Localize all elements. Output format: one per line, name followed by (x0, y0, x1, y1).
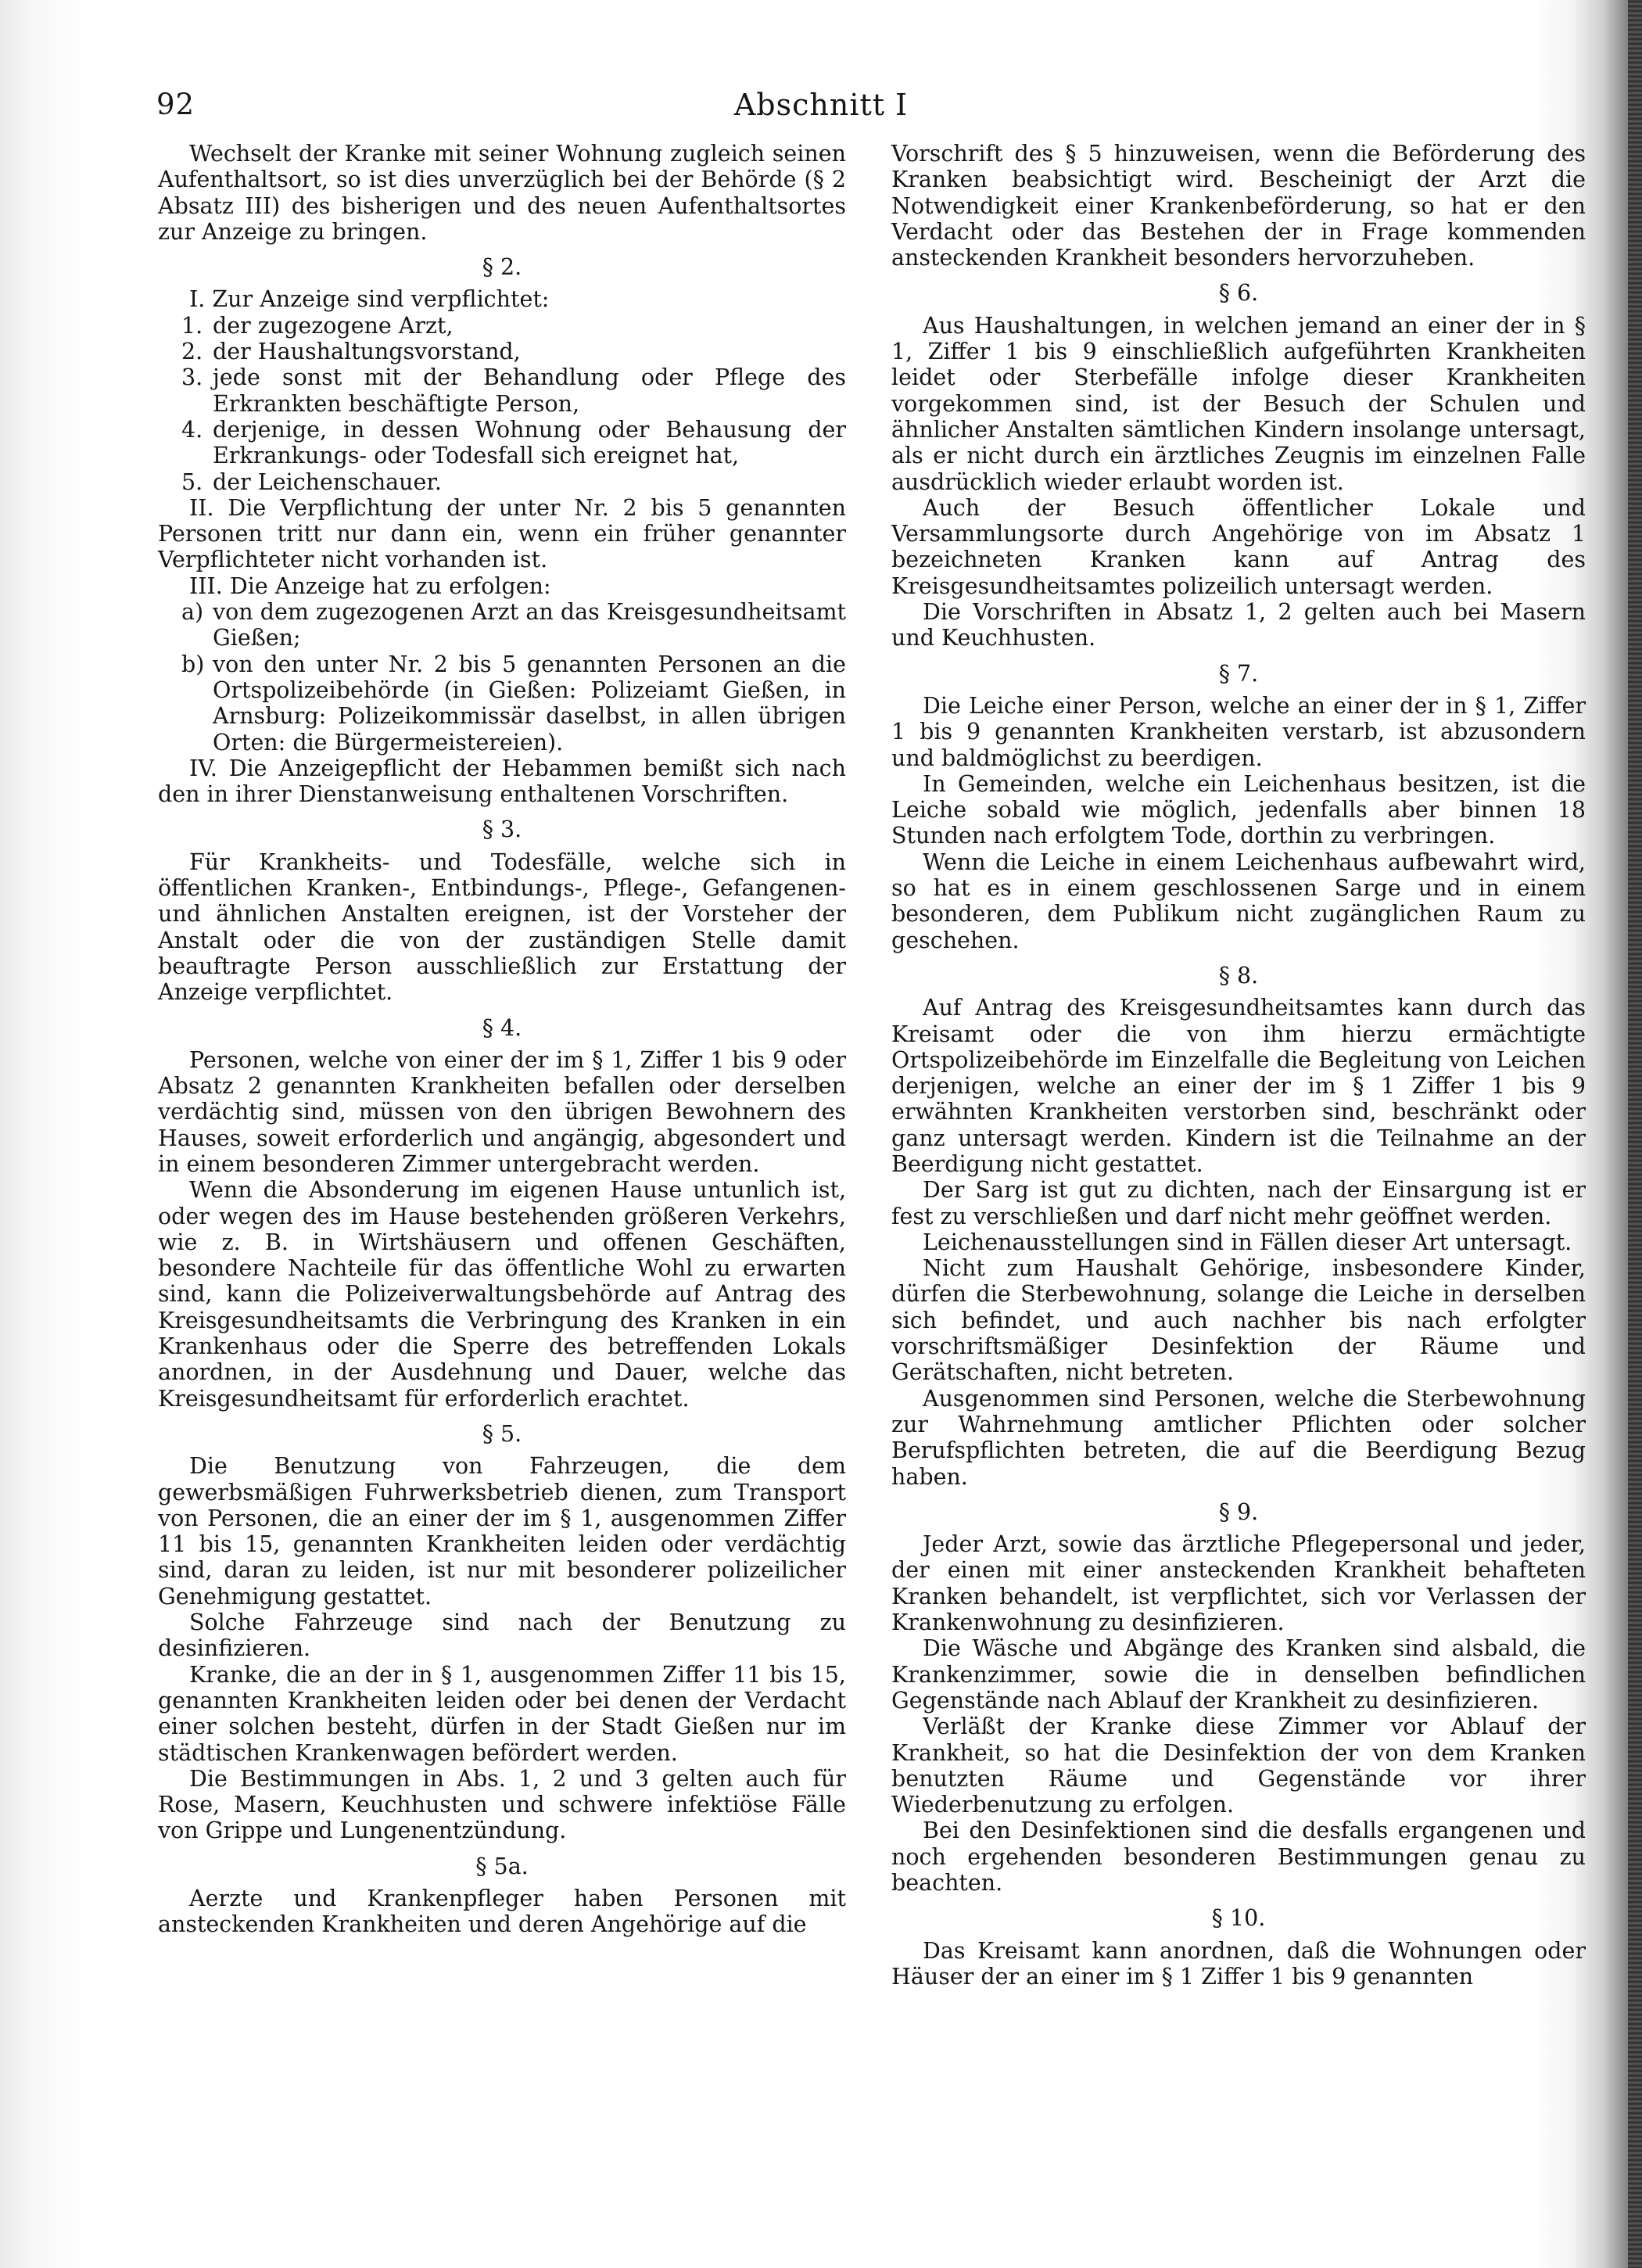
paragraph: Aus Haushaltungen, in welchen jemand an einer der in § 1, Ziffer 1 bis 9 einschließlich aufgeführten Krankheiten leidet oder Sterbefälle infolge dieser Krankheiten vorgekommen sind, ist der Besuch der Schulen und ähnlicher Anstalten sämtlichen Kindern insolange untersagt, als er nicht durch ein ärztliches Zeugnis im einzelnen Falle ausdrücklich wieder erlaubt worden ist. (891, 312, 1586, 495)
book-edge (1628, 0, 1642, 2268)
paragraph: Nicht zum Haushalt Gehörige, insbesondere Kinder, dürfen die Sterbewohnung, solange die Leiche in derselben sich befindet, und auch nachher bis nach erfolgter vorschriftsmäßiger Desinfektion der Räume und Gerätschaften, nicht betreten. (891, 1255, 1586, 1386)
section-heading: § 9. (1218, 1498, 1259, 1525)
list-item-number: 3. (181, 364, 203, 391)
paragraph: Aerzte und Krankenpfleger haben Personen mit ansteckenden Krankheiten und deren Angehörige auf die (158, 1886, 846, 1938)
right-column (891, 141, 1586, 1990)
section-heading: § 3. (482, 816, 522, 843)
paragraph: Vorschrift des § 5 hinzuweisen, wenn die Beförderung des Kranken beabsichtigt wird. Bescheinigt der Arzt die Notwendigkeit einer Krankenbeförderung, so hat er den Verdacht oder das Bestehen der in Frage kommenden ansteckenden Krankheit besonders hervorzuheben. (891, 141, 1586, 271)
paragraph: Auf Antrag des Kreisgesundheitsamtes kann durch das Kreisamt oder die von ihm hierzu ermächtigte Ortspolizeibehörde im Einzelfalle die Begleitung von Leichen derjenigen, welche an einer der im § 1 Ziffer 1 bis 9 erwähnten Krankheiten verstorben sind, beschränkt oder ganz untersagt werden. Kindern ist die Teilnahme an der Beerdigung nicht gestattet. (891, 995, 1586, 1177)
list-item (158, 417, 846, 469)
section-heading: § 5. (482, 1420, 522, 1447)
numbered-clause: II. Die Verpflichtung der unter Nr. 2 bis 5 genannten Personen tritt nur dann ein, wenn ein früher genannter Verpflichteter nicht vorhanden ist. (158, 494, 846, 573)
section-heading: § 6. (1218, 280, 1259, 307)
paragraph: Wenn die Leiche in einem Leichenhaus aufbewahrt wird, so hat es in einem geschlossenen Sarge und in einem besonderen, dem Publikum nicht zugänglichen Raum zu geschehen. (891, 849, 1586, 953)
paragraph: Die Leiche einer Person, welche an einer der in § 1, Ziffer 1 bis 9 genannten Krankheiten verstarb, ist abzusondern und baldmöglichst zu beerdigen. (891, 692, 1586, 771)
list-item-text: derjenige, in dessen Wohnung oder Behausung der Erkrankungs- oder Todesfall sich ereignet hat, (213, 416, 846, 469)
left-column (158, 141, 846, 1938)
list-item-text: von den unter Nr. 2 bis 5 genannten Personen an die Ortspolizeibehörde (in Gießen: Polizeiamt Gießen, in Arnsburg: Polizeikommissär daselbst, in allen übrigen Orten: die Bürgermeistereien). (213, 651, 846, 755)
list-item-text: von dem zugezogenen Arzt an das Kreisgesundheitsamt Gießen; (213, 599, 846, 651)
paragraph: Wenn die Absonderung im eigenen Hause untunlich ist, oder wegen des im Hause bestehenden größeren Verkehrs, wie z. B. in Wirtshäusern und offenen Geschäften, besondere Nachteile für das öffentliche Wohl zu erwarten sind, kann die Polizeiverwaltungsbehörde auf Antrag des Kreisgesundheitsamts die Verbringung des Kranken in ein Krankenhaus oder die Sperre des betreffenden Lokals anordnen, in der Ausdehnung und Dauer, welche das Kreisgesundheitsamt für erforderlich erachtet. (158, 1177, 846, 1412)
paragraph: In Gemeinden, welche ein Leichenhaus besitzen, ist die Leiche sobald wie möglich, jedenfalls aber binnen 18 Stunden nach erfolgtem Tode, dorthin zu verbringen. (891, 770, 1586, 849)
paragraph: Die Vorschriften in Absatz 1, 2 gelten auch bei Masern und Keuchhusten. (891, 599, 1586, 651)
list-item-text: jede sonst mit der Behandlung oder Pflege des Erkrankten beschäftigte Person, (213, 364, 846, 417)
paragraph: Jeder Arzt, sowie das ärztliche Pflegepersonal und jeder, der einen mit einer ansteckenden Krankheit behafteten Kranken behandelt, ist verpflichtet, sich vor Verlassen der Krankenwohnung zu desinfizieren. (891, 1531, 1586, 1636)
section-heading: § 4. (482, 1014, 522, 1041)
paragraph: Auch der Besuch öffentlicher Lokale und Versammlungsorte durch Angehörige von im Absatz 1 bezeichneten Kranken kann auf Antrag des Kreisgesundheitsamtes polizeilich untersagt werden. (891, 494, 1586, 599)
paragraph: Wechselt der Kranke mit seiner Wohnung zugleich seinen Aufenthaltsort, so ist dies unverzüglich bei der Behörde (§ 2 Absatz III) des bisherigen und des neuen Aufenthaltsortes zur Anzeige zu bringen. (158, 141, 846, 245)
section-heading: § 10. (1211, 1905, 1266, 1932)
paragraph: Das Kreisamt kann anordnen, daß die Wohnungen oder Häuser der an einer im § 1 Ziffer 1 bis 9 genannten (891, 1937, 1586, 1990)
list-item-number: a) (181, 599, 204, 626)
paragraph: Leichenausstellungen sind in Fällen dieser Art untersagt. (923, 1229, 1572, 1255)
paragraph: Die Bestimmungen in Abs. 1, 2 und 3 gelten auch für Rose, Masern, Keuchhusten und schwere infektiöse Fälle von Grippe und Lungenentzündung. (158, 1765, 846, 1844)
list-item-number: b) (181, 651, 205, 677)
list-item-text: der zugezogene Arzt, (213, 312, 454, 339)
list-item (158, 599, 846, 651)
list-item-text: der Leichenschauer. (213, 468, 442, 495)
numbered-clause: IV. Die Anzeigepflicht der Hebammen bemißt sich nach den in ihrer Dienstanweisung enthaltenen Vorschriften. (158, 755, 846, 808)
paragraph: Ausgenommen sind Personen, welche die Sterbewohnung zur Wahrnehmung amtlicher Pflichten oder solcher Berufspflichten betreten, die auf die Beerdigung Bezug haben. (891, 1385, 1586, 1490)
list-item (158, 364, 846, 417)
paragraph: Der Sarg ist gut zu dichten, nach der Einsargung ist er fest zu verschließen und darf nicht mehr geöffnet werden. (891, 1177, 1586, 1229)
list-item-text: der Haushaltungsvorstand, (213, 339, 521, 365)
numbered-clause: III. Die Anzeige hat zu erfolgen: (189, 572, 551, 599)
section-heading: § 7. (1218, 660, 1259, 687)
page-number: 92 (156, 88, 195, 121)
list-item-number: 1. (181, 312, 203, 339)
paragraph: Die Wäsche und Abgänge des Kranken sind alsbald, die Krankenzimmer, sowie die in denselben befindlichen Gegenstände nach Ablauf der Krankheit zu desinfizieren. (891, 1635, 1586, 1714)
paragraph: Verläßt der Kranke diese Zimmer vor Ablauf der Krankheit, so hat die Desinfektion der von dem Kranken benutzten Räume und Gegenstände vor ihrer Wiederbenutzung zu erfolgen. (891, 1714, 1586, 1818)
section-heading: § 8. (1218, 962, 1259, 989)
list-item-number: 2. (181, 339, 203, 365)
section-heading: § 2. (482, 254, 522, 281)
paragraph: Solche Fahrzeuge sind nach der Benutzung zu desinfizieren. (158, 1609, 846, 1662)
list-item (158, 469, 846, 495)
paragraph: Personen, welche von einer der im § 1, Ziffer 1 bis 9 oder Absatz 2 genannten Krankheiten befallen oder derselben verdächtig sind, müssen von den übrigen Bewohnern des Hauses, soweit erforderlich und angängig, abgesondert und in einem besonderen Zimmer untergebracht werden. (158, 1046, 846, 1177)
list-item (158, 651, 846, 755)
numbered-clause: I. Zur Anzeige sind verpflichtet: (189, 286, 550, 313)
paragraph: Die Benutzung von Fahrzeugen, die dem gewerbsmäßigen Fuhrwerksbetrieb dienen, zum Transport von Personen, die an einer der im § 1, ausgenommen Ziffer 11 bis 15, genannten Krankheiten leiden oder verdächtig sind, daran zu leiden, ist nur mit besonderer polizeilicher Genehmigung gestattet. (158, 1453, 846, 1609)
paragraph: Für Krankheits- und Todesfälle, welche sich in öffentlichen Kranken-, Entbindungs-, Pflege-, Gefangenen- und ähnlichen Anstalten ereignen, ist der Vorsteher der Anstalt oder die von der zuständigen Stelle damit beauftragte Person ausschließlich zur Erstattung der Anzeige verpflichtet. (158, 849, 846, 1006)
paragraph: Bei den Desinfektionen sind die desfalls ergangenen und noch ergehenden besonderen Bestimmungen genau zu beachten. (891, 1818, 1586, 1896)
list-item-number: 4. (181, 416, 203, 443)
list-item-number: 5. (181, 468, 203, 495)
section-title: Abschnitt I (733, 88, 909, 122)
list-item (158, 313, 846, 339)
section-heading: § 5a. (475, 1853, 529, 1879)
paragraph: Kranke, die an der in § 1, ausgenommen Ziffer 11 bis 15, genannten Krankheiten leiden oder bei denen der Verdacht einer solchen besteht, dürfen in der Stadt Gießen nur im städtischen Krankenwagen befördert werden. (158, 1661, 846, 1766)
list-item (158, 339, 846, 364)
